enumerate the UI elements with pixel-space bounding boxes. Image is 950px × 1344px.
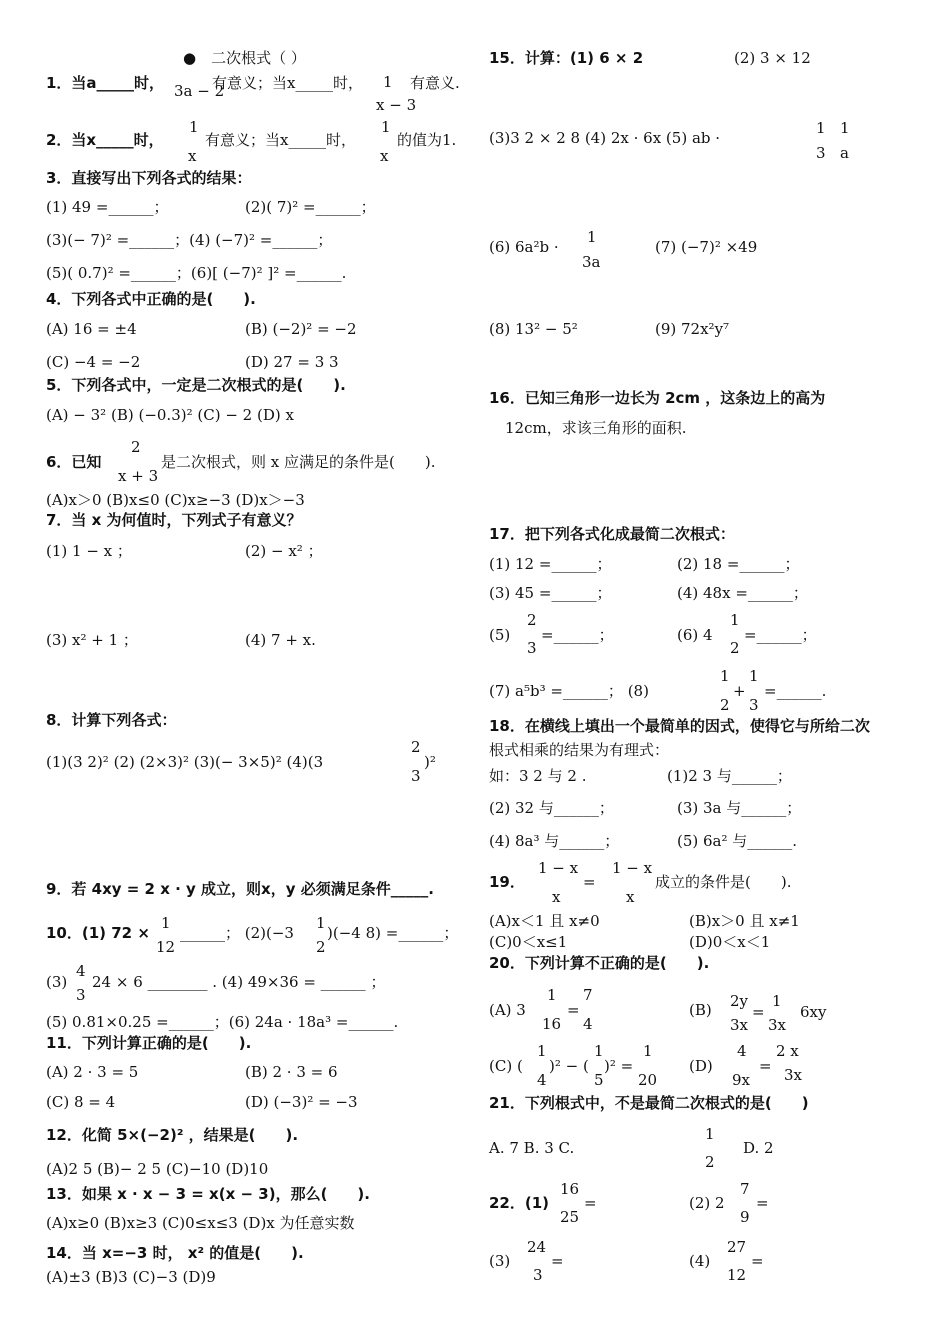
text-line: 16 <box>560 1180 580 1198</box>
text-line: x − 3 <box>376 96 417 114</box>
text-line: x <box>188 147 197 165</box>
text-line: 1 <box>189 118 199 136</box>
text-line: (C)0＜x≤1 <box>489 933 568 951</box>
text-line: =______. <box>764 682 827 700</box>
text-line: 1 <box>537 1042 547 1060</box>
text-line: (3) 3a 与______； <box>677 799 802 817</box>
text-line: 9．若 4xy = 2 x · y 成立，则x，y 必须满足条件_____. <box>46 880 434 898</box>
text-line: (A) 2 · 3 = 5 <box>46 1063 139 1081</box>
text-line: 16．已知三角形一边长为 2cm ，这条边上的高为 <box>489 389 826 407</box>
text-line: =______； <box>541 626 614 644</box>
text-line: = <box>751 1252 764 1270</box>
text-line: (3)(− 7)² =______；(4) (−7)² =______； <box>46 231 333 249</box>
text-line: 2 <box>316 938 326 956</box>
text-line: 5 <box>594 1071 604 1089</box>
text-line: 1 − x <box>612 859 653 877</box>
text-line: 9x <box>732 1071 751 1089</box>
text-line: 3x <box>730 1016 749 1034</box>
text-line: 1 <box>730 611 740 629</box>
text-line: (7) (−7)² ×49 <box>655 238 758 256</box>
text-line: 6xy <box>800 1003 827 1021</box>
text-line: (C) ( <box>489 1057 523 1075</box>
text-line: 1 <box>643 1042 653 1060</box>
text-line: 12．化简 5×(−2)² ，结果是( ). <box>46 1126 299 1144</box>
text-line: 9 <box>740 1208 750 1226</box>
text-line: 1 <box>316 914 326 932</box>
text-line: 7 <box>583 986 593 1004</box>
text-line: (A)±3 (B)3 (C)−3 (D)9 <box>46 1268 216 1286</box>
text-line: 有意义. <box>410 74 460 92</box>
text-line: 7 <box>740 1180 750 1198</box>
text-line: 1 <box>840 119 850 137</box>
text-line: (2) 18 =______； <box>677 555 800 573</box>
text-line: 16 <box>542 1015 562 1033</box>
text-line: (3)3 2 × 2 8 (4) 2x · 6x (5) ab · <box>489 129 721 147</box>
text-line: 25 <box>560 1208 580 1226</box>
text-line: (D)0＜x＜1 <box>689 933 771 951</box>
text-line: 2 <box>705 1153 715 1171</box>
text-line: (A) − 3² (B) (−0.3)² (C) − 2 (D) x <box>46 406 294 424</box>
text-line: 15．计算：(1) 6 × 2 <box>489 49 644 67</box>
text-line: 3 <box>411 767 421 785</box>
text-line: + <box>733 682 746 700</box>
text-line: 3．直接写出下列各式的结果： <box>46 169 252 187</box>
text-line: x + 3 <box>118 467 159 485</box>
text-line: =______； <box>744 626 817 644</box>
text-line: 17．把下列各式化成最简二次根式： <box>489 525 735 543</box>
text-line: (D) (−3)² = −3 <box>245 1093 358 1111</box>
text-line: 18．在横线上填出一个最简单的因式，使得它与所给二次 <box>489 717 870 735</box>
text-line: 4 <box>76 962 86 980</box>
text-line: (2)( 7)² =______； <box>245 198 376 216</box>
text-line: 19． <box>489 873 525 891</box>
text-line: = <box>752 1003 765 1021</box>
text-line: 12cm，求该三角形的面积. <box>505 419 687 437</box>
text-line: (9) 72x²y⁷ <box>655 320 730 338</box>
text-line: 27 <box>727 1238 747 1256</box>
text-line: 2 x <box>776 1042 799 1060</box>
text-line: (D) <box>689 1057 713 1075</box>
text-line: 2 <box>720 696 730 714</box>
text-line: 3a − 2 <box>174 82 225 100</box>
text-line: 3x <box>768 1016 787 1034</box>
text-line: 7．当 x 为何值时，下列式子有意义？ <box>46 511 302 529</box>
text-line: 20．下列计算不正确的是( ). <box>489 954 710 972</box>
text-line: 2 <box>730 639 740 657</box>
text-line: (1) 49 =______； <box>46 198 169 216</box>
text-line: 11．下列计算正确的是( ). <box>46 1034 252 1052</box>
text-line: (D) 27 = 3 3 <box>245 353 339 371</box>
text-line: 20 <box>638 1071 658 1089</box>
text-line: 1 <box>587 228 597 246</box>
text-line: 1 − x <box>538 859 579 877</box>
text-line: x <box>380 147 389 165</box>
text-line: (1)2 3 与______； <box>667 767 792 785</box>
text-line: 有意义；当x_____时， <box>205 131 356 149</box>
text-line: 1 <box>772 992 782 1010</box>
text-line: 12 <box>727 1266 747 1284</box>
text-line: )² = <box>604 1057 634 1075</box>
text-line: 1 <box>720 667 730 685</box>
text-line: (5) 0.81×0.25 =______；(6) 24a · 18a³ =______. <box>46 1013 399 1031</box>
text-line: 有意义；当x_____时， <box>212 74 363 92</box>
text-line: 24 × 6 ________ . (4) 49×36 = ______ ； <box>92 973 386 991</box>
text-line: 1 <box>383 73 393 91</box>
text-line: ______； (2)(−3 <box>180 924 294 942</box>
text-line: (3) <box>46 973 68 991</box>
text-line: 3 <box>816 144 826 162</box>
text-line: 3x <box>784 1066 803 1084</box>
text-line: (A) 16 = ±4 <box>46 320 137 338</box>
text-line: x <box>552 888 561 906</box>
text-line: = <box>567 1001 580 1019</box>
text-line: 22．(1) <box>489 1194 550 1212</box>
text-line: 14．当 x=−3 时， x² 的值是( ). <box>46 1244 304 1262</box>
text-line: 24 <box>527 1238 547 1256</box>
text-line: D. 2 <box>743 1139 774 1157</box>
text-line: 1．当a_____时， <box>46 74 165 92</box>
text-line: ● 二次根式（ ） <box>183 49 306 67</box>
text-line: (4) <box>689 1252 711 1270</box>
text-line: 6．已知 <box>46 453 102 471</box>
text-line: (3) 45 =______； <box>489 584 612 602</box>
text-line: 3 <box>749 696 759 714</box>
text-line: 成立的条件是( ). <box>655 873 792 891</box>
text-line: (1) 12 =______； <box>489 555 612 573</box>
text-line: = <box>759 1057 772 1075</box>
text-line: (4) 8a³ 与______； <box>489 832 620 850</box>
text-line: (5)( 0.7)² =______；(6)[ (−7)² ]² =______. <box>46 264 347 282</box>
text-line: 4．下列各式中正确的是( ). <box>46 290 256 308</box>
text-line: (3) <box>489 1252 511 1270</box>
text-line: = <box>551 1252 564 1270</box>
text-line: 1 <box>749 667 759 685</box>
text-line: 2 <box>411 738 421 756</box>
text-line: 2 <box>527 611 537 629</box>
text-line: 2 <box>131 438 141 456</box>
text-line: (2) 2 <box>689 1194 725 1212</box>
text-line: (6) 6a²b · <box>489 238 559 256</box>
text-line: 是二次根式，则 x 应满足的条件是( ). <box>161 453 436 471</box>
text-line: (2) 3 × 12 <box>734 49 811 67</box>
text-line: 4 <box>737 1042 747 1060</box>
text-line: (2) 32 与______； <box>489 799 614 817</box>
text-line: 1 <box>705 1125 715 1143</box>
text-line: 3 <box>527 639 537 657</box>
text-line: (C) 8 = 4 <box>46 1093 116 1111</box>
text-line: (5) 6a² 与______. <box>677 832 798 850</box>
text-line: (6) 4 <box>677 626 713 644</box>
text-line: (C) −4 = −2 <box>46 353 141 371</box>
text-line: (B)x＞0 且 x≠1 <box>689 912 800 930</box>
text-line: x <box>626 888 635 906</box>
text-line: (4) 48x =______； <box>677 584 808 602</box>
text-line: (A)x＞0 (B)x≤0 (C)x≥−3 (D)x＞−3 <box>46 491 305 509</box>
text-line: = <box>756 1194 769 1212</box>
text-line: 4 <box>583 1015 593 1033</box>
text-line: )(−4 8) =______； <box>327 924 459 942</box>
text-line: 8．计算下列各式： <box>46 711 177 729</box>
text-line: (A)x≥0 (B)x≥3 (C)0≤x≤3 (D)x 为任意实数 <box>46 1214 355 1232</box>
text-line: (A) 3 <box>489 1001 526 1019</box>
text-line: 1 <box>594 1042 604 1060</box>
text-line: (2) − x² ； <box>245 542 323 560</box>
text-line: 12 <box>156 938 176 956</box>
text-line: (7) a⁵b³ =______； (8) <box>489 682 649 700</box>
text-line: 3 <box>533 1266 543 1284</box>
text-line: = <box>583 873 596 891</box>
text-line: = <box>584 1194 597 1212</box>
text-line: (1)(3 2)² (2) (2×3)² (3)(− 3×5)² (4)(3 <box>46 753 324 771</box>
text-line: 4 <box>537 1071 547 1089</box>
text-line: 13．如果 x · x − 3 = x(x − 3)，那么( ). <box>46 1185 370 1203</box>
text-line: (1) 1 − x ； <box>46 542 132 560</box>
text-line: 5．下列各式中，一定是二次根式的是( ). <box>46 376 346 394</box>
text-line: )² <box>424 753 436 771</box>
text-line: 1 <box>381 118 391 136</box>
text-line: A. 7 B. 3 C. <box>489 1139 575 1157</box>
text-line: 如：3 2 与 2 . <box>489 767 587 785</box>
text-line: 3 <box>76 986 86 1004</box>
text-line: (4) 7 + x. <box>245 631 316 649</box>
text-line: 1 <box>816 119 826 137</box>
text-line: (3) x² + 1 ； <box>46 631 138 649</box>
text-line: (A)x＜1 且 x≠0 <box>489 912 600 930</box>
text-line: (A)2 5 (B)− 2 5 (C)−10 (D)10 <box>46 1160 269 1178</box>
text-line: 的值为1. <box>397 131 457 149</box>
text-line: 2．当x_____时， <box>46 131 164 149</box>
text-line: 10．(1) 72 × <box>46 924 150 942</box>
text-line: (5) <box>489 626 511 644</box>
text-line: )² − ( <box>549 1057 589 1075</box>
text-line: 3a <box>582 253 601 271</box>
text-line: 21．下列根式中，不是最简二次根式的是( ) <box>489 1094 809 1112</box>
text-line: (B) (−2)² = −2 <box>245 320 357 338</box>
text-line: 2y <box>730 992 749 1010</box>
text-line: (8) 13² − 5² <box>489 320 578 338</box>
text-line: 1 <box>161 914 171 932</box>
text-line: (B) <box>689 1001 712 1019</box>
text-line: (B) 2 · 3 = 6 <box>245 1063 338 1081</box>
text-line: a <box>840 144 849 162</box>
text-line: 根式相乘的结果为有理式： <box>489 741 670 759</box>
text-line: 1 <box>547 986 557 1004</box>
